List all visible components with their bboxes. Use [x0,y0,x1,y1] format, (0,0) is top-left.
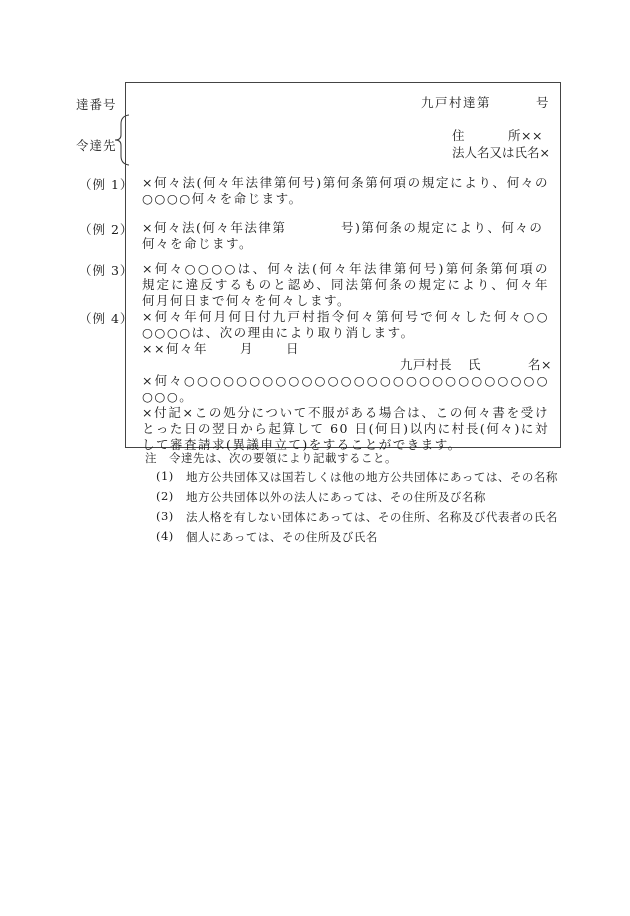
example2-line1b: 号)第何条の規定により、何々の [341,220,544,235]
note-item-1-number: (1) [156,469,174,483]
note-item-4-number: (4) [156,529,174,543]
example4-reason-line1: ×何々○○○○○○○○○○○○○○○○○○○○○○○○○○○○ [142,373,549,388]
example4-date-year: ××何々年 [142,341,208,356]
note-item-4-text: 個人にあっては、その住所及び氏名 [186,530,378,544]
label-example-4: （例 4） [79,311,134,326]
example2-line2: 何々を命じます。 [142,236,254,251]
example2-line1a: ×何々法(何々年法律第 [142,220,287,235]
address-rest: 所×× [508,128,543,143]
note-item-2-number: (2) [156,489,174,503]
example4-line2: ○○○○は、次の理由により取り消します。 [142,325,415,340]
example4-appeal-line2: とった日の翌日から起算して 60 日(何日)以内に村長(何々)に対 [142,421,549,436]
label-example-2: （例 2） [79,222,134,237]
example3-line1: ×何々○○○○は、何々法(何々年法律第何号)第何条第何項の [142,261,549,276]
example4-appeal-line3: して審査請求(異議申立て)をすることができます。 [142,437,462,452]
number-suffix: 号 [536,95,551,110]
note-item-3-text: 法人格を有しない団体にあっては、その住所、名称及び代表者の氏名 [186,510,558,524]
note-item-3-number: (3) [156,509,174,523]
example4-sign-shi: 氏 [468,357,483,372]
name-line: 法人名又は氏名× [452,145,550,160]
number-prefix: 九戸村達第 [421,95,492,110]
note-item-2-text: 地方公共団体以外の法人にあっては、その住所及び名称 [186,490,486,504]
label-example-3: （例 3） [79,263,134,278]
note-item-1-text: 地方公共団体又は国若しくは他の地方公共団体にあっては、その名称 [186,470,558,484]
address-label: 住 [452,128,466,143]
notes-heading: 注 令達先は、次の要領により記載すること。 [145,451,397,465]
label-example-1: （例 1） [79,177,134,192]
example4-sign-mei: 名× [528,357,552,372]
example3-line2: 規定に違反するものと認め、同法第何条の規定により、何々年 [142,277,549,292]
example3-line3: 何月何日まで何々を何々します。 [142,293,352,308]
example1-line1: ×何々法(何々年法律第何号)第何条第何項の規定により、何々の [142,175,549,190]
example4-line1: ×何々年何月何日付九戸村指令何々第何号で何々した何々○○ [142,309,549,324]
example4-reason-line2: ○○○。 [142,389,194,404]
example4-appeal-line1: ×付記×この処分について不服がある場合は、この何々書を受け [142,405,549,420]
example1-line2: ○○○○何々を命じます。 [142,191,303,206]
label-reitatsusaki: 令達先 [76,138,117,153]
label-tatsu-bango: 達番号 [76,97,117,112]
example4-sign-title: 九戸村長 [400,357,453,372]
example4-date-month: 月 [240,341,255,356]
example4-date-day: 日 [286,341,301,356]
